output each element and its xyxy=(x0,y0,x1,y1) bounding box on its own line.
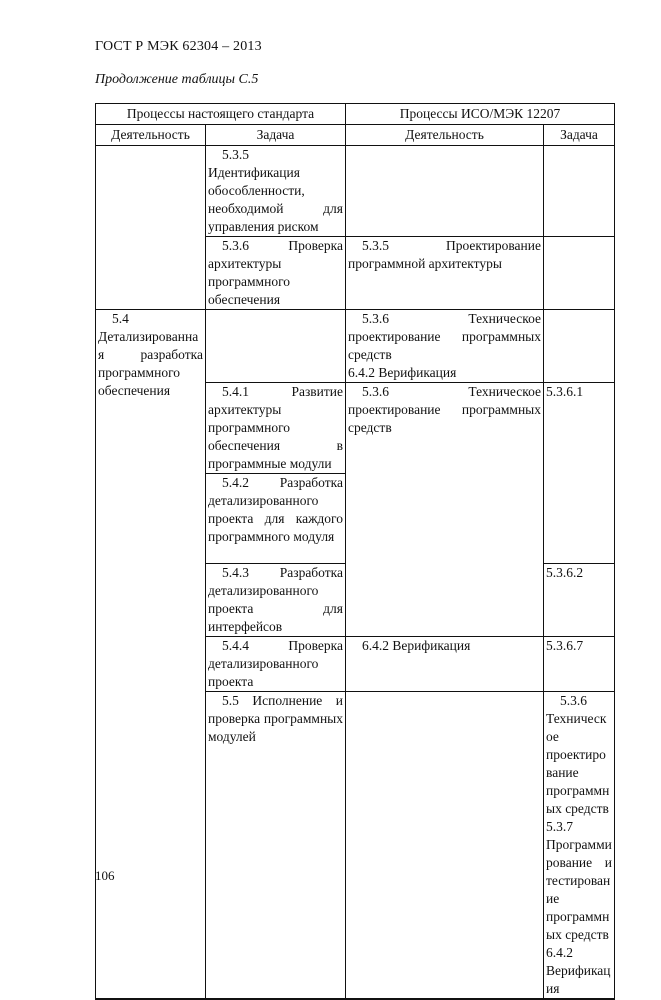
standard-designation: ГОСТ Р МЭК 62304 – 2013 xyxy=(95,39,262,54)
iso-activity-cell: 5.3.6 Техническое проектирование программных средств 5.3.7 Программирование и тестирование программных средств 6.4.2 Верификация xyxy=(544,692,615,1000)
group-header-standard: Процессы настоящего стандарта xyxy=(96,104,346,125)
std-activity-cell xyxy=(96,146,206,310)
group-header-iso: Процессы ИСО/МЭК 12207 xyxy=(346,104,615,125)
table-row xyxy=(96,146,615,237)
iso-task-cell xyxy=(544,310,615,383)
table-continuation-caption: Продолжение таблицы С.5 xyxy=(95,72,259,87)
std-task-cell: 5.4.1 Развитие архитектуры программного обеспечения в программные модули xyxy=(206,383,346,474)
col-header-std-activity: Деятельность xyxy=(96,125,206,146)
std-task-cell: 5.3.6 Проверка архитектуры программного обеспечения xyxy=(206,237,346,310)
std-task-cell: 5.4.4 Проверка детализированного проекта xyxy=(206,637,346,692)
iso-task-cell xyxy=(544,146,615,237)
std-task-cell: 5.4.2 Разработка детализированного проекта для каждого программного модуля xyxy=(206,474,346,564)
iso-task-cell: 5.3.6.7 xyxy=(544,637,615,692)
std-task-cell: 5.3.5 Идентификация обособленности, необходимой для управления риском xyxy=(206,146,346,237)
iso-activity-cell: 5.3.6 Техническое проектирование программных средств xyxy=(346,383,544,637)
col-header-iso-task: Задача xyxy=(544,125,615,146)
col-header-iso-activity: Деятельность xyxy=(346,125,544,146)
std-task-cell xyxy=(346,692,544,1000)
std-activity-cell: 5.5 Исполнение и проверка программных модулей xyxy=(206,692,346,1000)
process-mapping-table xyxy=(95,103,615,1000)
iso-activity-cell: 5.3.6 Техническое проектирование программных средств 6.4.2 Верификация xyxy=(346,310,544,383)
iso-activity-cell: 5.3.5 Проектирование программной архитектуры xyxy=(346,237,544,310)
column-header-row xyxy=(96,125,615,146)
col-header-std-task: Задача xyxy=(206,125,346,146)
iso-activity-cell xyxy=(346,146,544,237)
iso-task-cell: 5.3.6.2 xyxy=(544,564,615,637)
std-activity-cell: 5.4 Детализированная разработка программного обеспечения xyxy=(96,310,206,1000)
page-number: 106 xyxy=(95,868,115,883)
table-row xyxy=(96,310,615,383)
group-header-row xyxy=(96,104,615,125)
iso-task-cell xyxy=(544,237,615,310)
iso-task-cell: 5.3.6.1 xyxy=(544,383,615,564)
iso-activity-cell: 6.4.2 Верификация xyxy=(346,637,544,692)
std-task-cell xyxy=(206,310,346,383)
std-task-cell: 5.4.3 Разработка детализированного проекта для интерфейсов xyxy=(206,564,346,637)
